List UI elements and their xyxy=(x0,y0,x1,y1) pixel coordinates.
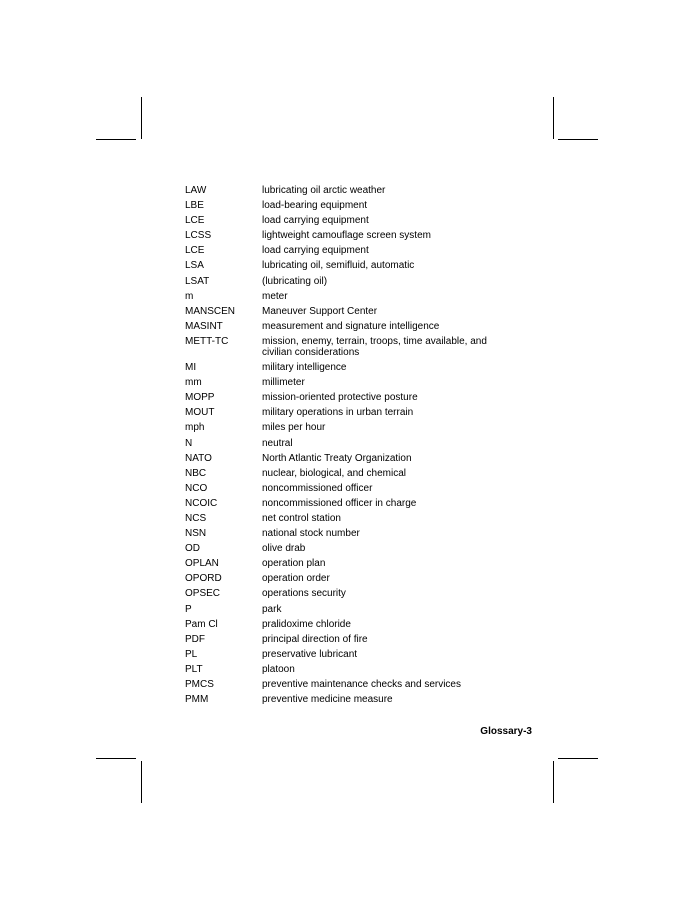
glossary-abbreviation: LAW xyxy=(185,185,207,196)
glossary-definition: load carrying equipment xyxy=(262,215,369,227)
glossary-entry xyxy=(185,649,545,660)
crop-mark-bottom-right-vertical xyxy=(553,761,554,803)
glossary-definition: preventive medicine measure xyxy=(262,694,393,706)
glossary-entry xyxy=(185,679,545,690)
glossary-definition: national stock number xyxy=(262,528,360,540)
glossary-abbreviation: P xyxy=(185,603,192,615)
glossary-entry xyxy=(185,453,545,464)
glossary-definition: miles per hour xyxy=(262,422,326,434)
glossary-abbreviation: NBC xyxy=(185,467,207,479)
glossary-definition: millimeter xyxy=(262,377,305,389)
glossary-abbreviation: MOPP xyxy=(185,392,215,404)
glossary-entry xyxy=(185,543,545,554)
glossary-entry xyxy=(185,604,545,615)
glossary-definition: (lubricating oil) xyxy=(262,275,328,287)
glossary-abbreviation: m xyxy=(185,290,194,302)
glossary-entry xyxy=(185,619,545,630)
crop-mark-bottom-right-horizontal xyxy=(558,758,598,759)
glossary-definition: preservative lubricant xyxy=(262,648,358,660)
glossary-entry xyxy=(185,276,545,287)
glossary-abbreviation: METT-TC xyxy=(185,335,229,347)
glossary-abbreviation: PL xyxy=(185,648,198,660)
glossary-entry xyxy=(185,200,545,211)
glossary-entry xyxy=(185,513,545,524)
glossary-entry xyxy=(185,291,545,302)
glossary-definition: principal direction of fire xyxy=(262,633,368,645)
glossary-abbreviation: NCO xyxy=(185,482,208,494)
glossary-entry xyxy=(185,634,545,645)
glossary-entry xyxy=(185,185,545,196)
glossary-definition: operation plan xyxy=(262,558,326,570)
glossary-entry xyxy=(185,245,545,256)
glossary-abbreviation: Pam Cl xyxy=(185,618,218,630)
glossary-definition: net control station xyxy=(262,512,341,524)
glossary-entry xyxy=(185,392,545,403)
glossary-definition: operation order xyxy=(262,573,330,585)
glossary-abbreviation: NSN xyxy=(185,528,207,540)
glossary-abbreviation: LCE xyxy=(185,245,205,257)
glossary-definition: North Atlantic Treaty Organization xyxy=(262,452,412,464)
crop-mark-top-left-horizontal xyxy=(96,139,136,140)
glossary-definition: park xyxy=(262,603,282,615)
glossary-abbreviation: LSAT xyxy=(185,275,210,287)
glossary-definition: nuclear, biological, and chemical xyxy=(262,467,406,479)
glossary-definition: military intelligence xyxy=(262,362,347,374)
glossary-definition: pralidoxime chloride xyxy=(262,618,351,630)
glossary-entry xyxy=(185,468,545,479)
glossary-definition: noncommissioned officer in charge xyxy=(262,497,417,509)
glossary-definition: lubricating oil arctic weather xyxy=(262,185,386,196)
glossary-entry xyxy=(185,230,545,241)
glossary-definition: mission, enemy, terrain, troops, time available, and civilian considerations xyxy=(262,335,487,358)
glossary-abbreviation: MOUT xyxy=(185,407,215,419)
glossary-abbreviation: mm xyxy=(185,377,202,389)
glossary-definition: mission-oriented protective posture xyxy=(262,392,418,404)
crop-mark-bottom-left-vertical xyxy=(141,761,142,803)
glossary-entry xyxy=(185,260,545,271)
glossary-abbreviation: mph xyxy=(185,422,205,434)
crop-mark-top-right-horizontal xyxy=(558,139,598,140)
glossary-abbreviation: MANSCEN xyxy=(185,305,236,317)
glossary-definition: load carrying equipment xyxy=(262,245,369,257)
glossary-entry xyxy=(185,362,545,373)
glossary-abbreviation: PDF xyxy=(185,633,205,645)
glossary-abbreviation: OPORD xyxy=(185,573,222,585)
glossary-definition: preventive maintenance checks and services xyxy=(262,679,461,690)
glossary-entry xyxy=(185,498,545,509)
glossary-entry xyxy=(185,588,545,599)
glossary-entry xyxy=(185,573,545,584)
glossary-definition: lightweight camouflage screen system xyxy=(262,230,431,242)
glossary-entry xyxy=(185,321,545,332)
glossary-entry xyxy=(185,407,545,418)
glossary-list xyxy=(185,185,545,709)
glossary-abbreviation: NCS xyxy=(185,512,207,524)
glossary-entry xyxy=(185,694,545,705)
crop-mark-bottom-left-horizontal xyxy=(96,758,136,759)
glossary-definition: neutral xyxy=(262,437,293,449)
page-number: Glossary-3 xyxy=(480,726,532,737)
glossary-abbreviation: OPSEC xyxy=(185,588,221,600)
glossary-abbreviation: LBE xyxy=(185,200,204,212)
glossary-abbreviation: LCE xyxy=(185,215,205,227)
glossary-definition: measurement and signature intelligence xyxy=(262,320,440,332)
glossary-entry xyxy=(185,306,545,317)
glossary-entry xyxy=(185,438,545,449)
glossary-abbreviation: PMCS xyxy=(185,679,214,690)
glossary-abbreviation: LCSS xyxy=(185,230,212,242)
glossary-abbreviation: LSA xyxy=(185,260,204,272)
glossary-entry xyxy=(185,483,545,494)
glossary-abbreviation: OD xyxy=(185,543,200,555)
crop-mark-top-right-vertical xyxy=(553,97,554,139)
glossary-definition: noncommissioned officer xyxy=(262,482,373,494)
glossary-abbreviation: PMM xyxy=(185,694,209,706)
glossary-definition: Maneuver Support Center xyxy=(262,305,378,317)
glossary-definition: platoon xyxy=(262,663,295,675)
glossary-abbreviation: MASINT xyxy=(185,320,223,332)
glossary-definition: meter xyxy=(262,290,288,302)
glossary-definition: olive drab xyxy=(262,543,306,555)
glossary-abbreviation: PLT xyxy=(185,663,203,675)
glossary-definition: military operations in urban terrain xyxy=(262,407,414,419)
glossary-abbreviation: N xyxy=(185,437,193,449)
glossary-entry xyxy=(185,336,545,358)
glossary-definition: lubricating oil, semifluid, automatic xyxy=(262,260,415,272)
glossary-entry xyxy=(185,422,545,433)
glossary-abbreviation: NATO xyxy=(185,452,212,464)
glossary-definition: operations security xyxy=(262,588,346,600)
glossary-entry xyxy=(185,664,545,675)
glossary-abbreviation: NCOIC xyxy=(185,497,218,509)
glossary-entry xyxy=(185,377,545,388)
glossary-abbreviation: MI xyxy=(185,362,197,374)
glossary-entry xyxy=(185,215,545,226)
glossary-entry xyxy=(185,528,545,539)
glossary-entry xyxy=(185,558,545,569)
crop-mark-top-left-vertical xyxy=(141,97,142,139)
glossary-definition: load-bearing equipment xyxy=(262,200,368,212)
glossary-abbreviation: OPLAN xyxy=(185,558,219,570)
